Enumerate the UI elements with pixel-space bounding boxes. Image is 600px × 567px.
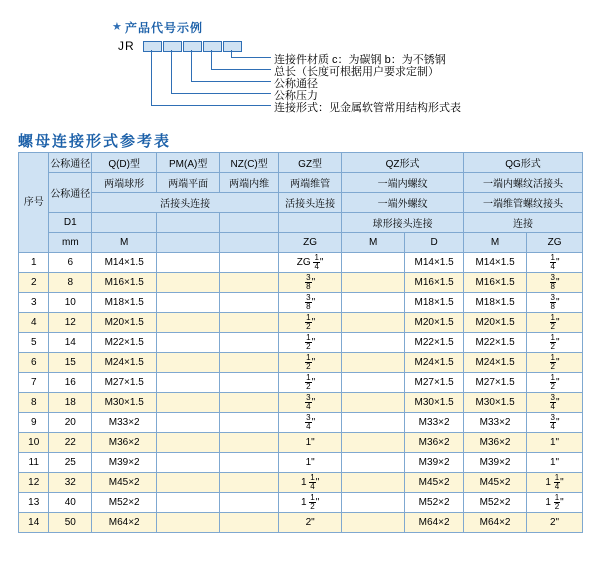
cell-dn: 16 [49,373,92,393]
cell-qg-m: M64×2 [464,513,527,533]
header-unit-q-m: M [92,233,157,253]
cell-dn: 25 [49,453,92,473]
cell-seq: 5 [19,333,49,353]
leader-h-2 [171,93,271,94]
cell-q-m: M16×1.5 [92,273,157,293]
cell-q-m: M39×2 [92,453,157,473]
cell-qg-m: M18×1.5 [464,293,527,313]
cell-pm [157,313,220,333]
cell-gz-zg: $\frac{1}{2}$ " [279,353,342,373]
cell-nz [220,473,279,493]
cell-qg-zg: $\frac{1}{2}$ " [527,333,583,353]
cell-qz-m [342,373,405,393]
leader-h-1 [151,105,271,106]
header-seq-label: 序号 [23,197,44,208]
cell-qz-d: M45×2 [405,473,464,493]
cell-dn: 8 [49,273,92,293]
table-header-row-4 [19,213,583,233]
cell-dn: 32 [49,473,92,493]
cell-qg-zg: $\frac{3}{4}$ " [527,393,583,413]
table-row [19,473,583,493]
cell-pm [157,433,220,453]
table-row [19,373,583,393]
cell-nz [220,253,279,273]
cell-qg-m: M24×1.5 [464,353,527,373]
cell-q-m: M33×2 [92,413,157,433]
table-row [19,313,583,333]
cell-qz-m [342,513,405,533]
code-segment-3 [183,41,202,52]
cell-q-m: M18×1.5 [92,293,157,313]
cell-pm [157,353,220,373]
table-header-row-1 [19,153,583,173]
cell-qz-d: M33×2 [405,413,464,433]
cell-pm [157,413,220,433]
cell-gz-zg: 1" [279,433,342,453]
cell-seq: 2 [19,273,49,293]
leader-v-1 [151,50,152,105]
cell-q-m: M52×2 [92,493,157,513]
cell-seq: 1 [19,253,49,273]
leader-v-5 [231,50,232,57]
cell-pm [157,453,220,473]
cell-nz [220,313,279,333]
cell-qz-d: M27×1.5 [405,373,464,393]
header-seq [19,153,49,253]
cell-dn: 15 [49,353,92,373]
cell-gz-zg: 1" [279,453,342,473]
header-group-nz: NZ(C)型 [220,153,279,173]
cell-qz-m [342,433,405,453]
header-unit-qz-d: D [405,233,464,253]
cell-qz-d: M64×2 [405,513,464,533]
cell-seq: 14 [19,513,49,533]
cell-qz-m [342,333,405,353]
cell-qg-m: M14×1.5 [464,253,527,273]
table-body [19,253,583,533]
table-header-row-2 [19,173,583,193]
cell-qz-m [342,353,405,373]
cell-pm [157,273,220,293]
header-group-pm: PM(A)型 [157,153,220,173]
header-r2-pm: 两端平面 [157,173,220,193]
cell-dn: 22 [49,433,92,453]
cell-qz-d: M36×2 [405,433,464,453]
cell-pm [157,293,220,313]
cell-seq: 12 [19,473,49,493]
cell-dn: 20 [49,413,92,433]
cell-seq: 9 [19,413,49,433]
cell-qg-m: M45×2 [464,473,527,493]
cell-qz-d: M20×1.5 [405,313,464,333]
cell-pm [157,493,220,513]
cell-seq: 7 [19,373,49,393]
header-unit-mm: mm [49,233,92,253]
cell-qg-zg: $\frac{1}{2}$ " [527,313,583,333]
cell-qg-zg: $\frac{1}{2}$ " [527,353,583,373]
table-row [19,353,583,373]
cell-pm [157,333,220,353]
cell-pm [157,513,220,533]
cell-dn: 12 [49,313,92,333]
cell-nz [220,493,279,513]
cell-gz-zg: $\frac{3}{4}$ " [279,393,342,413]
cell-qg-m: M36×2 [464,433,527,453]
code-segment-5 [223,41,242,52]
cell-qg-zg: $\frac{3}{4}$ " [527,413,583,433]
cell-qg-zg: $\frac{3}{8}$ " [527,293,583,313]
cell-q-m: M36×2 [92,433,157,453]
cell-q-m: M64×2 [92,513,157,533]
cell-dn: 14 [49,333,92,353]
cell-nz [220,433,279,453]
code-segment-2 [163,41,182,52]
cell-seq: 13 [19,493,49,513]
cell-nz [220,353,279,373]
cell-qg-zg: 1 $\frac{1}{4}$ " [527,473,583,493]
cell-qz-d: M24×1.5 [405,353,464,373]
star-icon: ★ [112,21,122,33]
table-row [19,513,583,533]
cell-dn: 10 [49,293,92,313]
cell-qg-m: M16×1.5 [464,273,527,293]
table-row [19,453,583,473]
header-unit-pm [157,233,220,253]
cell-qg-m: M20×1.5 [464,313,527,333]
cell-q-m: M20×1.5 [92,313,157,333]
cell-qg-zg: 1" [527,433,583,453]
cell-gz-zg: $\frac{3}{4}$ " [279,413,342,433]
cell-gz-zg: $\frac{1}{2}$ " [279,333,342,353]
cell-qg-zg: $\frac{1}{4}$ " [527,253,583,273]
cell-gz-zg: $\frac{1}{2}$ " [279,373,342,393]
cell-q-m: M30×1.5 [92,393,157,413]
cell-qz-m [342,473,405,493]
leader-v-3 [191,50,192,81]
cell-gz-zg: $\frac{3}{8}$ " [279,273,342,293]
cell-dn: 18 [49,393,92,413]
cell-dn: 6 [49,253,92,273]
cell-q-m: M14×1.5 [92,253,157,273]
table-row [19,273,583,293]
header-group-gz: GZ型 [279,153,342,173]
cell-qz-m [342,273,405,293]
header-dn-sub: 公称通径 [49,173,92,213]
header-group-qz: QZ形式 [342,153,464,173]
header-r4-nz [220,213,279,233]
table-row [19,493,583,513]
cell-nz [220,453,279,473]
leader-v-4 [211,50,212,69]
cell-qg-zg: $\frac{3}{8}$ " [527,273,583,293]
cell-seq: 4 [19,313,49,333]
table-header-row-5 [19,233,583,253]
cell-qg-m: M22×1.5 [464,333,527,353]
cell-qz-d: M22×1.5 [405,333,464,353]
cell-qz-m [342,293,405,313]
cell-qz-m [342,393,405,413]
header-unit-nz [220,233,279,253]
cell-dn: 50 [49,513,92,533]
cell-nz [220,293,279,313]
cell-qz-m [342,493,405,513]
cell-seq: 10 [19,433,49,453]
cell-qz-d: M16×1.5 [405,273,464,293]
header-r3-qz: 一端外螺纹 [342,193,464,213]
cell-qg-m: M33×2 [464,413,527,433]
cell-qz-m [342,413,405,433]
cell-qz-m [342,253,405,273]
code-segment-4 [203,41,222,52]
cell-qz-m [342,453,405,473]
header-r2-q: 两端球形 [92,173,157,193]
code-prefix: JR [118,39,135,53]
cell-gz-zg: $\frac{3}{8}$ " [279,293,342,313]
cell-nz [220,333,279,353]
table-header-row-3 [19,193,583,213]
reference-table [18,152,583,533]
cell-qz-d: M52×2 [405,493,464,513]
cell-q-m: M22×1.5 [92,333,157,353]
header-group-qg: QG形式 [464,153,583,173]
cell-qz-d: M30×1.5 [405,393,464,413]
callout-connection-type: 连接形式：见金属软管常用结构形式表 [274,102,461,114]
cell-qg-zg: 1 $\frac{1}{2}$ " [527,493,583,513]
cell-nz [220,373,279,393]
table-row [19,433,583,453]
cell-q-m: M45×2 [92,473,157,493]
cell-pm [157,473,220,493]
product-code-legend [0,0,600,128]
cell-nz [220,413,279,433]
cell-nz [220,393,279,413]
callout-length: 总长（长度可根据用户要求定制） [274,66,439,78]
cell-qg-zg: 1" [527,453,583,473]
callout-material: 连接件材质 c：为碳钢 b：为不锈钢 [274,54,446,66]
leader-h-5 [231,57,271,58]
cell-seq: 6 [19,353,49,373]
header-r3-qg: 一端维管螺纹接头 [464,193,583,213]
header-r4-gz [279,213,342,233]
table-row [19,333,583,353]
header-r4-qz: 球形接头连接 [342,213,464,233]
header-r2-gz: 两端维管 [279,173,342,193]
cell-qz-d: M14×1.5 [405,253,464,273]
table-row [19,393,583,413]
cell-qg-zg: 2" [527,513,583,533]
table-row [19,413,583,433]
header-dn-label: 公称通径 [50,159,91,170]
nut-connection-table [18,152,583,533]
cell-pm [157,393,220,413]
cell-qg-m: M39×2 [464,453,527,473]
header-r4-qg: 连接 [464,213,583,233]
header-r4-q [92,213,157,233]
code-segment-1 [143,41,162,52]
cell-qg-m: M30×1.5 [464,393,527,413]
header-unit-gz-zg: ZG [279,233,342,253]
header-unit-qz-m: M [342,233,405,253]
cell-pm [157,253,220,273]
callout-nominal-diameter: 公称通径 [274,78,318,90]
leader-h-4 [211,69,271,70]
header-dn [49,153,92,173]
table-row [19,253,583,273]
header-r2-qz: 一端内螺纹 [342,173,464,193]
cell-qz-d: M39×2 [405,453,464,473]
table-row [19,293,583,313]
cell-seq: 8 [19,393,49,413]
legend-title: 产品代号示例 [125,21,204,35]
cell-nz [220,273,279,293]
leader-v-2 [171,50,172,93]
header-r4-pm [157,213,220,233]
cell-gz-zg: 1 $\frac{1}{2}$ " [279,493,342,513]
cell-pm [157,373,220,393]
cell-qz-m [342,313,405,333]
cell-seq: 11 [19,453,49,473]
header-group-q: Q(D)型 [92,153,157,173]
cell-gz-zg: $\frac{1}{2}$ " [279,313,342,333]
header-r3-gz: 活接头连接 [279,193,342,213]
cell-qg-m: M52×2 [464,493,527,513]
cell-seq: 3 [19,293,49,313]
cell-qg-m: M27×1.5 [464,373,527,393]
cell-q-m: M24×1.5 [92,353,157,373]
header-r2-nz: 两端内维 [220,173,279,193]
section-title: 螺母连接形式参考表 [18,133,172,150]
leader-h-3 [191,81,271,82]
cell-qz-d: M18×1.5 [405,293,464,313]
cell-gz-zg: 1 $\frac{1}{4}$ " [279,473,342,493]
callout-nominal-pressure: 公称压力 [274,90,318,102]
header-unit-qg-m: M [464,233,527,253]
header-d1: D1 [49,213,92,233]
header-unit-qg-zg: ZG [527,233,583,253]
cell-dn: 40 [49,493,92,513]
cell-nz [220,513,279,533]
header-r2-qg: 一端内螺纹活接头 [464,173,583,193]
cell-gz-zg: ZG $\frac{1}{4}$ " [279,253,342,273]
cell-qg-zg: $\frac{1}{2}$ " [527,373,583,393]
cell-q-m: M27×1.5 [92,373,157,393]
cell-gz-zg: 2" [279,513,342,533]
header-r3-left: 活接头连接 [92,193,279,213]
